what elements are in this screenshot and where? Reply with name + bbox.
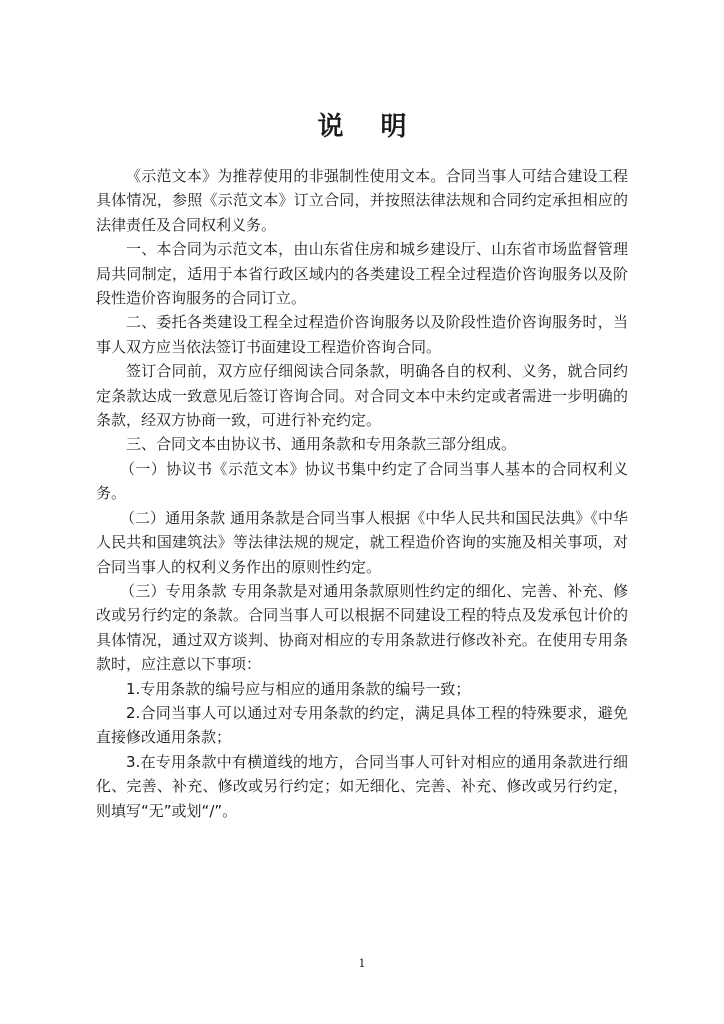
- list-item-2: 2.合同当事人可以通过对专用条款的约定，满足具体工程的特殊要求，避免直接修改通用条款；: [96, 703, 628, 747]
- paragraph-general-terms: （二）通用条款 通用条款是合同当事人根据《中华人民共和国民法典》《中华人民共和国建筑法》等法律法规的规定，就工程造价咨询的实施及相关事项，对合同当事人的权利义务作出的原则性约定。: [96, 508, 628, 576]
- document-body: [96, 164, 628, 823]
- paragraph-intro: 《示范文本》为推荐使用的非强制性使用文本。合同当事人可结合建设工程具体情况，参照《示范文本》订立合同，并按照法律法规和合同约定承担相应的法律责任及合同权利义务。: [96, 167, 628, 234]
- list-item-1: 1.专用条款的编号应与相应的通用条款的编号一致；: [126, 679, 471, 698]
- paragraph-agreement: （一）协议书《示范文本》协议书集中约定了合同当事人基本的合同权利义务。: [96, 459, 628, 503]
- page-title: 说 明: [317, 112, 421, 142]
- paragraph-section-1: 一、本合同为示范文本，由山东省住房和城乡建设厅、山东省市场监督管理局共同制定，适用于本省行政区域内的各类建设工程全过程造价咨询服务以及阶段性造价咨询服务的合同订立。: [96, 240, 628, 308]
- list-item-3: 3.在专用条款中有横道线的地方，合同当事人可针对相应的通用条款进行细化、完善、补充、修改或另行约定；如无细化、完善、补充、修改或另行约定，则填写“无”或划“/”。: [96, 752, 628, 820]
- page-number: 1: [358, 957, 366, 970]
- paragraph-signing: 签订合同前，双方应仔细阅读合同条款，明确各自的权利、义务，就合同约定条款达成一致意见后签订咨询合同。对合同文本中未约定或者需进一步明确的条款，经双方协商一致，可进行补充约定。: [96, 362, 628, 430]
- paragraph-special-terms: （三）专用条款 专用条款是对通用条款原则性约定的细化、完善、补充、修改或另行约定的条款。合同当事人可以根据不同建设工程的特点及发承包计价的具体情况，通过双方谈判、协商对相应的专用条款进行修改补充。在使用专用条款时，应注意以下事项：: [96, 581, 628, 674]
- paragraph-section-3: 三、合同文本由协议书、通用条款和专用条款三部分组成。: [126, 435, 517, 454]
- paragraph-section-2: 二、委托各类建设工程全过程造价咨询服务以及阶段性造价咨询服务时，当事人双方应当依法签订书面建设工程造价咨询合同。: [96, 313, 628, 356]
